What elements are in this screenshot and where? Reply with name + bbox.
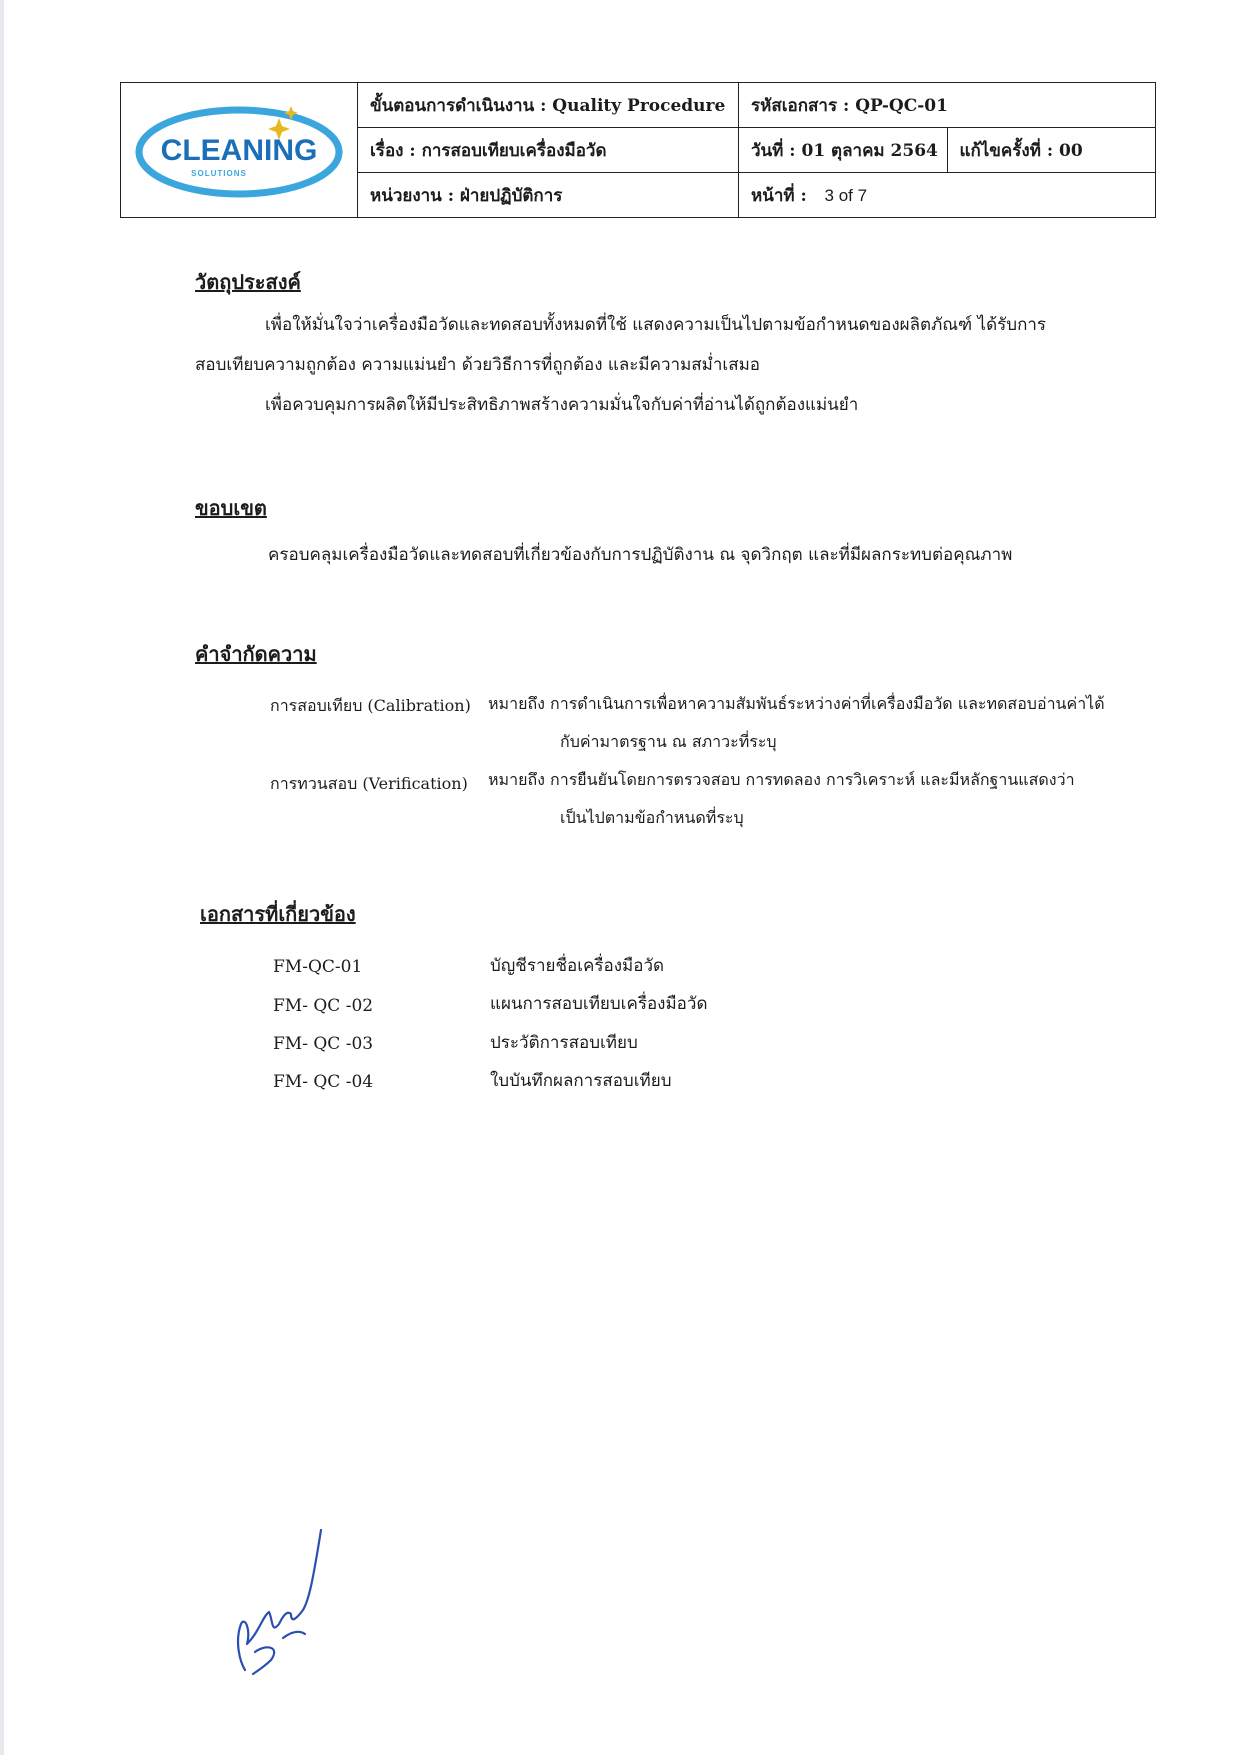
definitions-title: คำจำกัดความ [195, 642, 317, 666]
objective-title: วัตถุประสงค์ [195, 270, 301, 294]
revision-cell [947, 128, 1156, 173]
subject-cell [358, 128, 739, 173]
revision-label: แก้ไขครั้งที่ : 00 [959, 140, 1083, 161]
signature-mark [225, 1520, 335, 1680]
page-label: หน้าที่ : [751, 185, 807, 206]
date-label: วันที่ : 01 ตุลาคม 2564 [751, 140, 938, 161]
related-doc-code: FM- QC -03 [273, 1034, 374, 1054]
related-doc-code: FM- QC -04 [273, 1072, 374, 1092]
doc-code-label: รหัสเอกสาร : QP-QC-01 [751, 95, 948, 116]
document-header-table [120, 82, 1156, 218]
cleaning-logo-icon [129, 90, 349, 210]
department-label: หน่วยงาน : ฝ่ายปฏิบัติการ [370, 185, 563, 206]
company-logo [121, 83, 358, 218]
scope-title: ขอบเขต [195, 496, 267, 520]
related-doc-name: บัญชีรายชื่อเครื่องมือวัด [490, 956, 665, 976]
scan-edge [0, 0, 4, 1755]
subject-label: เรื่อง : การสอบเทียบเครื่องมือวัด [370, 140, 607, 161]
related-doc-code: FM- QC -02 [273, 996, 374, 1016]
procedure-label: ขั้นตอนการดำเนินงาน : Quality Procedure [370, 95, 726, 116]
related-doc-name: ใบบันทึกผลการสอบเทียบ [490, 1071, 672, 1091]
definition-continuation-verification: เป็นไปตามข้อกำหนดที่ระบุ [560, 808, 744, 827]
page-cell [739, 173, 1156, 218]
objective-line-1: เพื่อให้มั่นใจว่าเครื่องมือวัดและทดสอบทั้งหมดที่ใช้ แสดงความเป็นไปตามข้อกำหนดของผลิตภัณฑ์ ได้รับการ [265, 315, 1047, 335]
logo-subtext: SOLUTIONS [191, 169, 247, 178]
definition-term-verification: การทวนสอบ (Verification) [270, 774, 468, 793]
date-cell [739, 128, 948, 173]
related-doc-name: แผนการสอบเทียบเครื่องมือวัด [490, 994, 708, 1014]
related-doc-code: FM-QC-01 [273, 957, 363, 977]
definition-term-calibration: การสอบเทียบ (Calibration) [270, 696, 471, 715]
department-cell [358, 173, 739, 218]
definition-meaning-verification: หมายถึง การยืนยันโดยการตรวจสอบ การทดลอง การวิเคราะห์ และมีหลักฐานแสดงว่า [488, 770, 1075, 789]
definition-continuation-calibration: กับค่ามาตรฐาน ณ สภาวะที่ระบุ [560, 732, 777, 751]
objective-line-2: สอบเทียบความถูกต้อง ความแม่นยำ ด้วยวิธีการที่ถูกต้อง และมีความสม่ำเสมอ [195, 355, 761, 375]
objective-line-3: เพื่อควบคุมการผลิตให้มีประสิทธิภาพสร้างความมั่นใจกับค่าที่อ่านได้ถูกต้องแม่นยำ [265, 395, 859, 415]
related-documents-title: เอกสารที่เกี่ยวข้อง [200, 902, 356, 926]
doc-code-cell [739, 83, 1156, 128]
scope-text: ครอบคลุมเครื่องมือวัดและทดสอบที่เกี่ยวข้องกับการปฏิบัติงาน ณ จุดวิกฤต และที่มีผลกระทบต่อคุณภาพ [268, 545, 1013, 565]
definition-meaning-calibration: หมายถึง การดำเนินการเพื่อหาความสัมพันธ์ระหว่างค่าที่เครื่องมือวัด และทดสอบอ่านค่าได้ [488, 694, 1105, 713]
page-number: 3 of 7 [824, 185, 868, 205]
procedure-cell [358, 83, 739, 128]
related-doc-name: ประวัติการสอบเทียบ [490, 1033, 638, 1053]
logo-text: CLEANING [160, 134, 318, 167]
